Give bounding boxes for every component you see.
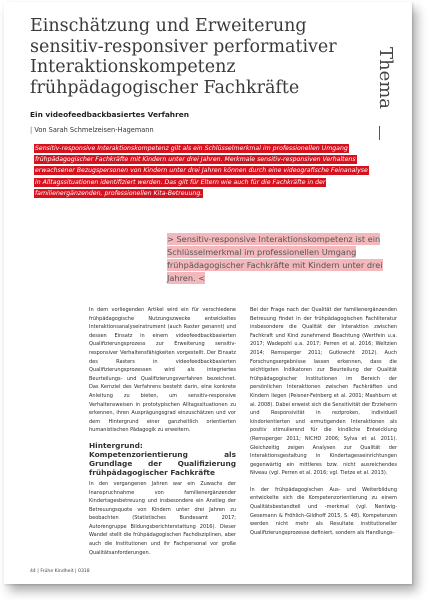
pull-quote-highlight: > Sensitiv-responsive Interaktionskompetenz ist ein Schlüsselmerkmal im professionellen Umgang frühpädagogischer Fachkräfte mit Kindern unter drei Jahren. < bbox=[167, 234, 383, 284]
section-label: Thema bbox=[375, 46, 396, 110]
body-paragraph: In der frühpädagogischen Aus- und Weiterbildung entwickelte sich die Kompetenzorientierung zu einem Qualitätsbestandteil und -merkmal (vgl. Nentwig-Gesemann & Fröhlich-Gildhoff 2015, S. 48). Kompetenzen werden nicht mehr als Resultate institutioneller Qualifizierungsprozesse definiert, sondern als Handlungs- bbox=[250, 486, 397, 536]
page-footer: 44 | Frühe Kindheit | 0318 bbox=[30, 569, 90, 574]
article-title: Einschätzung und Erweiterung sensitiv-responsiver performativer Interaktionskompetenz frühpädagogischer Fachkräfte bbox=[30, 16, 337, 98]
body-column-left bbox=[89, 306, 236, 557]
body-paragraph: Bei der Frage nach der Qualität der familienergänzenden Betreuung findet in der frühpädagogischen Fachliteratur insbesondere die Qualität der Interaktion zwischen Fachkraft und Kind zunehmend Beachtung (Wertfein u.a. 2017; Wadepohl u.a. 2017; Perren et al. 2016; Weltzien 2014; Remsperger 2011; Gutknecht 2012). Auch Forschungsergebnisse lassen erkennen, dass die wichtigsten Indikatoren zur Beurteilung der Qualität frühpädagogischer Institutionen im Bereich der persönlichen Interaktionen zwischen Fachkräften und Kindern liegen (Peisner-Feinberg et al. 2001; Mashburn et al. 2008). Dabei erweist sich die Sensitivität der Erzieherin und Responsivität in reziproken, individuell kindorientierten und ermutigenden Interaktionen als positiv stimulierend für die kindliche Entwicklung (Remsperger 2011; NICHD 2006; Sylva et al. 2011). Gleichzeitig zeigen Analysen zur Qualität der Interaktionsgestaltung in Kindertagesseinrichtungen gegenwärtig ein mittleres bzw. nicht ausreichendes Niveau (vgl. Perren et al. 2016; vgl. Tietze et al. 2013). bbox=[250, 307, 397, 477]
section-tab bbox=[375, 26, 397, 146]
paragraph-gap bbox=[250, 478, 397, 486]
author-name: Von Sarah Schmelzeisen-Hagemann bbox=[34, 126, 154, 134]
author-line bbox=[30, 126, 154, 134]
lead-highlight: Sensitiv-responsive Interaktionskompetenz gilt als ein Schlüsselmerkmal im professionellen Umgang frühpädagogischer Fachkräfte mit Kindern unter drei Jahren. Merkmale sensitiv-responsiven Verhaltens erwachsener Bezugspersonen von Kindern unter drei Jahren können durch eine videografische Feinanalyse in Alltagssituationen identifiziert werden. Das gilt für Eltern wie auch für die Fachkräfte in der familienergänzenden, professionellen Kita-Betreuung. bbox=[35, 145, 368, 197]
document-page bbox=[4, 2, 412, 584]
section-divider bbox=[379, 126, 380, 140]
body-paragraph: In dem vorliegenden Artikel wird ein für verschiedene frühpädagogische Nutzungszwecke entwickeltes Interaktionsanalyseinstrument (auch Raster genannt) und dessen Einsatz in einem videofeedbackbasierten Qualifizierungsprozess zur Erweiterung sensitiv-responsiver Verhaltensfähigkeiten vorgestellt. Der Einsatz des Rasters in videofeedbackbasierten Qualifizierungsprozessen wird als integriertes Beurteilungs- und Qualifizierungsverfahren bezeichnet. Das Kernziel des Verfahrens besteht darin, eine konkrete Anleitung zu bieten, um sensitiv-responsive Verhaltensweisen in prototypischen Alltagssituationen zu erkennen, ihren Ausprägungsgrad einzuschätzen und vor dem Hintergrund einer ganzheitlich orientierten humanistischen Pädagogik zu erweitern. bbox=[89, 307, 236, 434]
author-divider: | bbox=[30, 126, 33, 134]
lead-paragraph bbox=[34, 143, 370, 199]
section-heading: Hintergrund: Kompetenzorientierung als Grundlage der Qualifizierung frühpädagogischer Fachkräfte bbox=[89, 440, 236, 477]
body-column-right bbox=[250, 306, 397, 537]
pull-quote bbox=[167, 233, 399, 285]
body-paragraph: In den vergangenen Jahren war ein Zuwachs der Inanspruchnahme von familienergänzender Kindertagesbetreuung und insbesondere ein Anstieg der Betreuungsquote von Kindern unter drei Jahren zu beobachten (Statistisches Bundesamt 2017; Autorengruppe Bildungsberichterstattung 2016). Dieser Wandel stellt die frühpädagogischen Fachdisziplinen, aber auch die Institutionen und ihr Fachpersonal vor große Qualitätsanforderungen. bbox=[89, 480, 236, 556]
article-subtitle: Ein videofeedbackbasiertes Verfahren bbox=[30, 110, 189, 119]
